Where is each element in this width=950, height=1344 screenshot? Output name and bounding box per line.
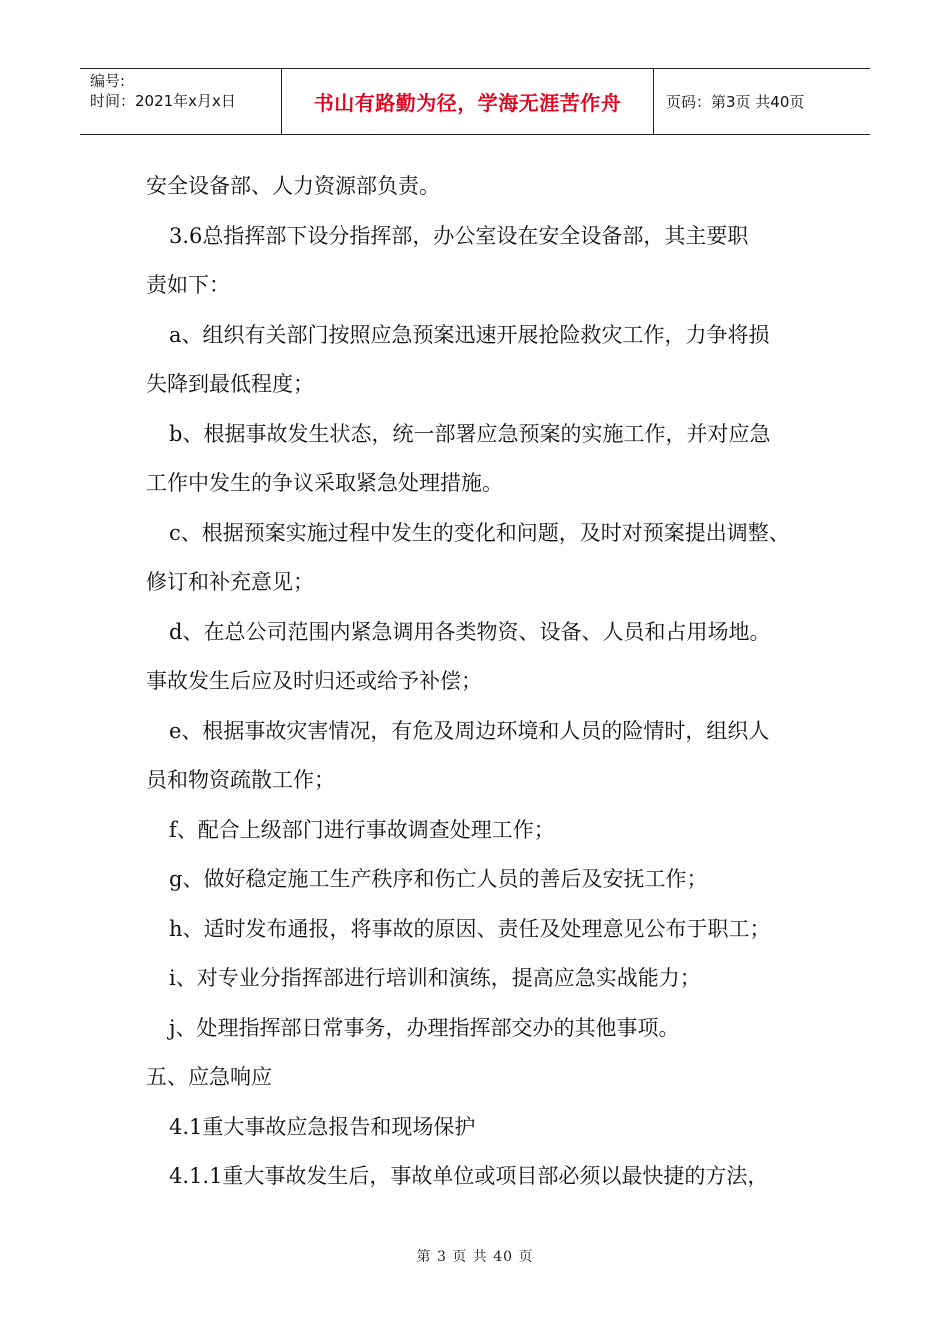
body-text-line: d、在总公司范围内紧急调用各类物资、设备、人员和占用场地。 <box>169 619 771 644</box>
header-page-info: 页码：第3页 共40页 <box>666 93 805 111</box>
document-body <box>146 162 826 1202</box>
body-text-line: 4.1重大事故应急报告和现场保护 <box>169 1114 476 1139</box>
body-text-line: j、处理指挥部日常事务，办理指挥部交办的其他事项。 <box>169 1015 680 1040</box>
body-text-line: i、对专业分指挥部进行培训和演练，提高应急实战能力； <box>169 966 701 990</box>
header-meta-cell <box>80 69 281 134</box>
body-text-line: g、做好稳定施工生产秩序和伤亡人员的善后及安抚工作； <box>169 867 708 891</box>
document-header <box>80 68 870 135</box>
header-motto-cell <box>281 69 654 134</box>
body-text-line: e、根据事故灾害情况，有危及周边环境和人员的险情时，组织人 <box>169 718 770 743</box>
body-text-line: 失降到最低程度； <box>146 372 314 396</box>
page-footer: 第 3 页 共 40 页 <box>416 1249 534 1265</box>
document-date-label: 时间：2021年x月x日 <box>90 92 236 110</box>
body-text-line: 工作中发生的争议采取紧急处理措施。 <box>146 471 503 495</box>
body-text-line: 责如下： <box>146 273 230 297</box>
body-text-line: c、根据预案实施过程中发生的变化和问题，及时对预案提出调整、 <box>169 520 790 545</box>
header-page-cell <box>654 69 870 134</box>
body-text-line: h、适时发布通报，将事故的原因、责任及处理意见公布于职工； <box>169 916 771 941</box>
body-text-line: 4.1.1重大事故发生后，事故单位或项目部必须以最快捷的方法， <box>169 1164 769 1188</box>
body-text-line: 安全设备部、人力资源部负责。 <box>146 174 440 198</box>
header-motto: 书山有路勤为径，学海无涯苦作舟 <box>313 91 622 115</box>
body-text-line: 修订和补充意见； <box>146 570 314 594</box>
body-text-line: f、配合上级部门进行事故调查处理工作； <box>169 817 555 842</box>
body-text-line: 五、应急响应 <box>146 1065 272 1089</box>
body-text-line: 3.6总指挥部下设分指挥部，办公室设在安全设备部，其主要职 <box>169 223 749 248</box>
document-number-label: 编号: <box>90 72 126 90</box>
body-text-line: 事故发生后应及时归还或给予补偿； <box>146 669 482 693</box>
body-text-line: 员和物资疏散工作； <box>146 768 335 792</box>
body-text-line: a、组织有关部门按照应急预案迅速开展抢险救灾工作，力争将损 <box>169 322 770 347</box>
body-text-line: b、根据事故发生状态，统一部署应急预案的实施工作，并对应急 <box>169 421 771 446</box>
